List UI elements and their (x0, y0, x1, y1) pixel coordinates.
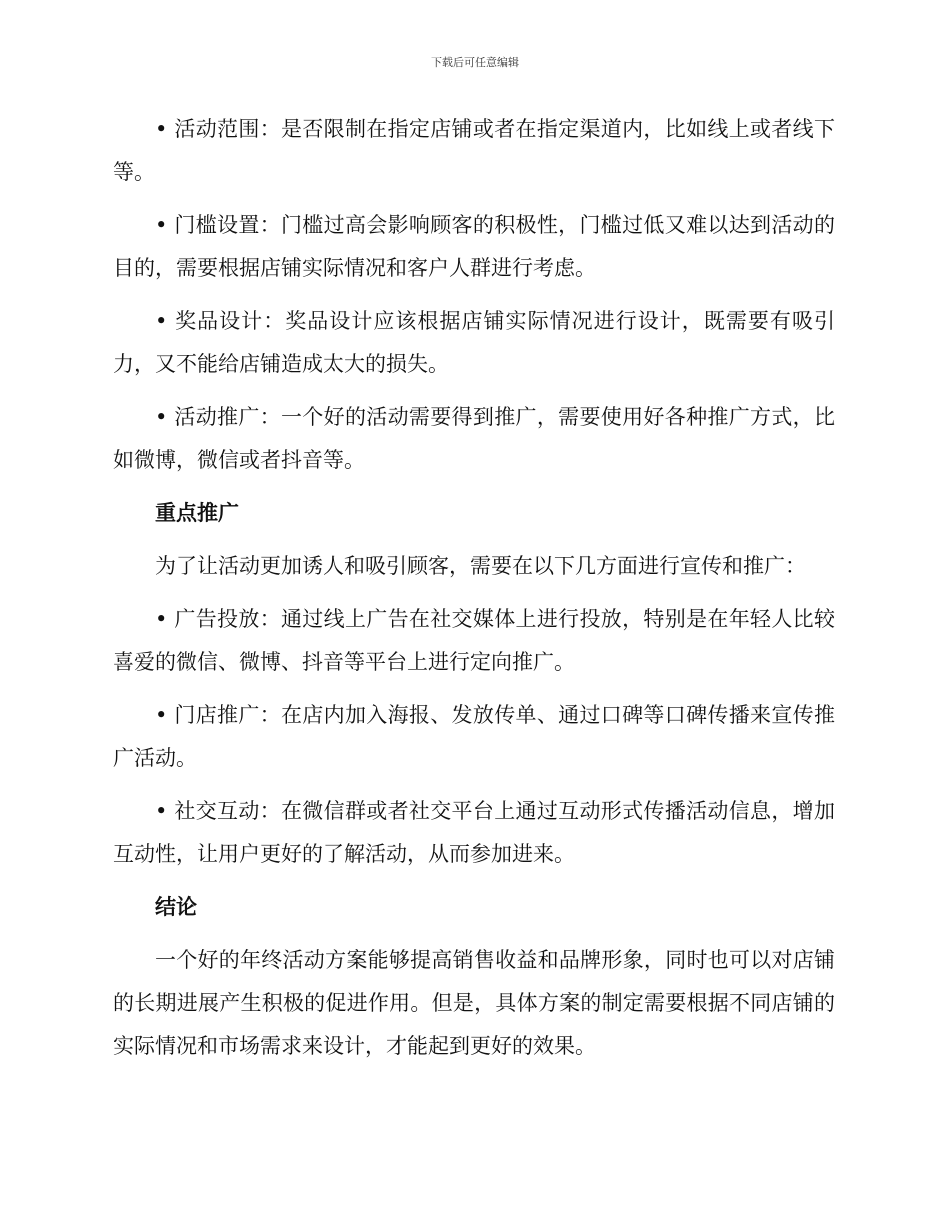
page-header: 下载后可任意编辑 (431, 56, 519, 69)
conclusion-paragraph: 一个好的年终活动方案能够提高销售收益和品牌形象，同时也可以对店铺的长期进展产生积极的促进作用。但是，具体方案的制定需要根据不同店铺的实际情况和市场需求来设计，才能起到更好的效果。 (113, 948, 835, 1058)
promotion-intro: 为了让活动更加诱人和吸引顾客，需要在以下几方面进行宣传和推广： (155, 554, 806, 578)
bullet-prize-design: • 奖品设计：奖品设计应该根据店铺实际情况进行设计，既需要有吸引力，又不能给店铺造成太大的损失。 (113, 309, 835, 376)
bullet-social-interaction: • 社交互动：在微信群或者社交平台上通过互动形式传播活动信息，增加互动性，让用户更好的了解活动，从而参加进来。 (113, 799, 835, 866)
document-body (113, 108, 835, 1078)
bullet-activity-promotion: • 活动推广：一个好的活动需要得到推广，需要使用好各种推广方式，比如微博，微信或者抖音等。 (113, 405, 835, 472)
section-heading-key-promotion: 重点推广 (155, 501, 239, 525)
section-heading-conclusion: 结论 (155, 895, 197, 919)
bullet-threshold-setting: • 门槛设置：门槛过高会影响顾客的积极性，门槛过低又难以达到活动的目的，需要根据店铺实际情况和客户人群进行考虑。 (113, 213, 835, 280)
bullet-activity-scope: • 活动范围：是否限制在指定店铺或者在指定渠道内，比如线上或者线下等。 (113, 117, 835, 184)
bullet-advertising: • 广告投放：通过线上广告在社交媒体上进行投放，特别是在年轻人比较喜爱的微信、微博、抖音等平台上进行定向推广。 (113, 607, 835, 674)
bullet-store-promotion: • 门店推广：在店内加入海报、发放传单、通过口碑等口碑传播来宣传推广活动。 (113, 703, 835, 770)
